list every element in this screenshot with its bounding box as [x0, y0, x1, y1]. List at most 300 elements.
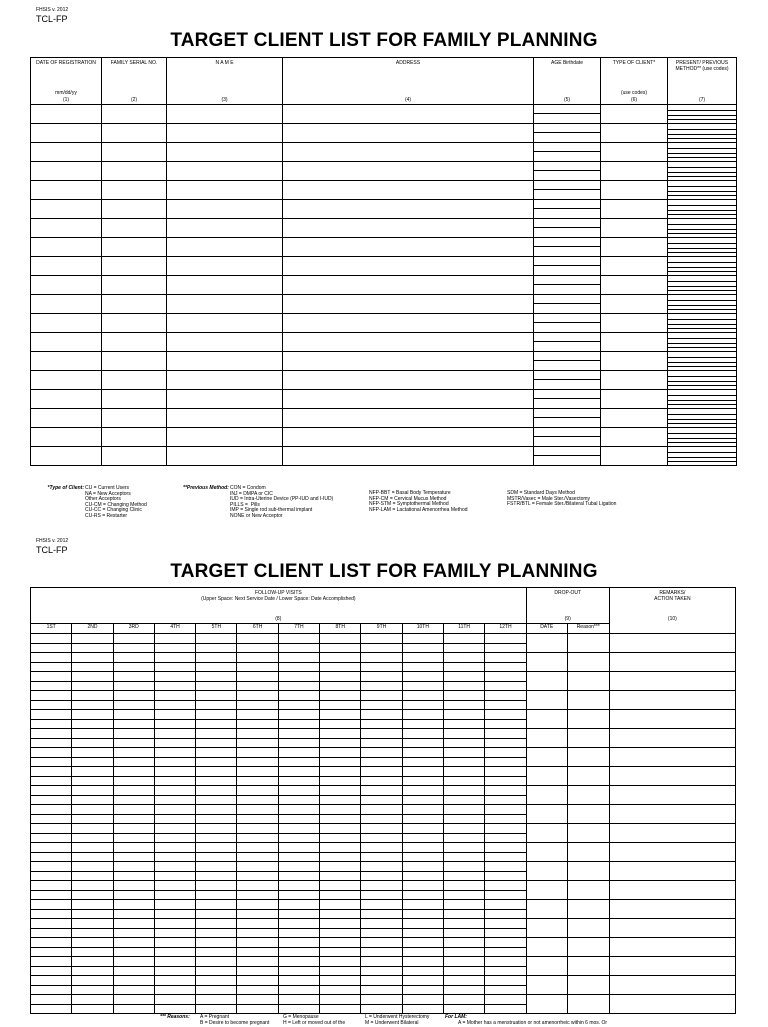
followup-cell[interactable] [113, 938, 154, 957]
followup-cell[interactable] [485, 672, 526, 691]
followup-cell[interactable] [402, 995, 443, 1014]
followup-cell[interactable] [526, 843, 567, 862]
followup-cell[interactable] [196, 824, 237, 843]
followup-cell[interactable] [361, 938, 402, 957]
followup-cell[interactable] [278, 767, 319, 786]
table-cell[interactable] [534, 238, 601, 257]
followup-cell[interactable] [526, 919, 567, 938]
table-cell[interactable] [31, 124, 102, 143]
table-cell[interactable] [102, 314, 167, 333]
followup-cell[interactable] [609, 653, 735, 672]
followup-cell[interactable] [154, 881, 195, 900]
table-cell[interactable] [283, 371, 534, 390]
followup-cell[interactable] [485, 729, 526, 748]
table-cell[interactable] [31, 219, 102, 238]
followup-cell[interactable] [154, 957, 195, 976]
followup-cell[interactable] [402, 786, 443, 805]
followup-cell[interactable] [320, 957, 361, 976]
followup-cell[interactable] [196, 843, 237, 862]
followup-cell[interactable] [237, 824, 278, 843]
followup-cell[interactable] [113, 976, 154, 995]
table-cell[interactable] [167, 105, 283, 124]
followup-cell[interactable] [361, 672, 402, 691]
table-cell[interactable] [283, 162, 534, 181]
followup-cell[interactable] [361, 995, 402, 1014]
followup-cell[interactable] [402, 748, 443, 767]
followup-cell[interactable] [567, 900, 609, 919]
table-cell[interactable] [31, 314, 102, 333]
followup-cell[interactable] [485, 862, 526, 881]
followup-cell[interactable] [278, 653, 319, 672]
followup-cell[interactable] [609, 881, 735, 900]
followup-cell[interactable] [31, 957, 72, 976]
followup-cell[interactable] [361, 634, 402, 653]
followup-cell[interactable] [526, 710, 567, 729]
followup-cell[interactable] [567, 767, 609, 786]
followup-cell[interactable] [609, 824, 735, 843]
followup-cell[interactable] [320, 634, 361, 653]
table-cell[interactable] [534, 181, 601, 200]
table-cell[interactable] [534, 447, 601, 466]
table-cell[interactable] [167, 181, 283, 200]
followup-cell[interactable] [154, 786, 195, 805]
followup-cell[interactable] [320, 919, 361, 938]
followup-cell[interactable] [402, 805, 443, 824]
followup-cell[interactable] [361, 881, 402, 900]
table-cell[interactable] [601, 333, 668, 352]
table-cell[interactable] [668, 295, 737, 314]
table-cell[interactable] [167, 276, 283, 295]
table-cell[interactable] [167, 257, 283, 276]
followup-cell[interactable] [526, 691, 567, 710]
followup-cell[interactable] [113, 900, 154, 919]
followup-cell[interactable] [113, 729, 154, 748]
table-cell[interactable] [534, 314, 601, 333]
followup-cell[interactable] [361, 653, 402, 672]
followup-cell[interactable] [609, 767, 735, 786]
table-cell[interactable] [102, 390, 167, 409]
table-cell[interactable] [167, 200, 283, 219]
followup-cell[interactable] [402, 957, 443, 976]
followup-cell[interactable] [567, 710, 609, 729]
followup-cell[interactable] [567, 843, 609, 862]
followup-cell[interactable] [237, 653, 278, 672]
followup-cell[interactable] [443, 729, 484, 748]
followup-cell[interactable] [237, 976, 278, 995]
table-cell[interactable] [668, 162, 737, 181]
table-cell[interactable] [601, 352, 668, 371]
followup-cell[interactable] [443, 672, 484, 691]
followup-cell[interactable] [196, 862, 237, 881]
table-cell[interactable] [601, 257, 668, 276]
followup-cell[interactable] [31, 634, 72, 653]
table-cell[interactable] [283, 105, 534, 124]
table-cell[interactable] [31, 295, 102, 314]
table-cell[interactable] [283, 390, 534, 409]
table-cell[interactable] [31, 447, 102, 466]
followup-cell[interactable] [237, 900, 278, 919]
followup-cell[interactable] [609, 634, 735, 653]
followup-cell[interactable] [320, 824, 361, 843]
followup-cell[interactable] [31, 748, 72, 767]
followup-cell[interactable] [485, 634, 526, 653]
followup-cell[interactable] [72, 919, 113, 938]
followup-cell[interactable] [237, 843, 278, 862]
followup-cell[interactable] [361, 957, 402, 976]
table-cell[interactable] [668, 371, 737, 390]
followup-cell[interactable] [237, 767, 278, 786]
table-cell[interactable] [102, 409, 167, 428]
table-cell[interactable] [601, 314, 668, 333]
followup-cell[interactable] [361, 691, 402, 710]
table-cell[interactable] [534, 200, 601, 219]
followup-cell[interactable] [72, 710, 113, 729]
followup-cell[interactable] [31, 862, 72, 881]
followup-cell[interactable] [237, 957, 278, 976]
followup-cell[interactable] [402, 976, 443, 995]
followup-cell[interactable] [567, 805, 609, 824]
table-cell[interactable] [167, 124, 283, 143]
table-cell[interactable] [668, 219, 737, 238]
followup-cell[interactable] [609, 748, 735, 767]
table-cell[interactable] [668, 428, 737, 447]
followup-cell[interactable] [31, 767, 72, 786]
followup-cell[interactable] [196, 919, 237, 938]
followup-cell[interactable] [361, 862, 402, 881]
followup-cell[interactable] [237, 691, 278, 710]
followup-cell[interactable] [154, 748, 195, 767]
followup-cell[interactable] [443, 976, 484, 995]
followup-cell[interactable] [31, 805, 72, 824]
table-cell[interactable] [102, 276, 167, 295]
followup-cell[interactable] [526, 748, 567, 767]
followup-cell[interactable] [609, 710, 735, 729]
followup-cell[interactable] [237, 748, 278, 767]
followup-cell[interactable] [154, 900, 195, 919]
followup-cell[interactable] [154, 862, 195, 881]
followup-cell[interactable] [278, 748, 319, 767]
followup-cell[interactable] [485, 976, 526, 995]
followup-cell[interactable] [278, 634, 319, 653]
table-cell[interactable] [601, 219, 668, 238]
followup-cell[interactable] [609, 938, 735, 957]
followup-cell[interactable] [402, 767, 443, 786]
followup-cell[interactable] [609, 672, 735, 691]
followup-cell[interactable] [113, 767, 154, 786]
table-cell[interactable] [283, 295, 534, 314]
followup-cell[interactable] [526, 824, 567, 843]
followup-cell[interactable] [609, 976, 735, 995]
followup-cell[interactable] [154, 634, 195, 653]
table-cell[interactable] [283, 352, 534, 371]
table-cell[interactable] [31, 181, 102, 200]
followup-cell[interactable] [320, 938, 361, 957]
followup-cell[interactable] [278, 862, 319, 881]
followup-cell[interactable] [31, 919, 72, 938]
followup-cell[interactable] [113, 634, 154, 653]
followup-cell[interactable] [485, 824, 526, 843]
followup-cell[interactable] [278, 691, 319, 710]
followup-cell[interactable] [278, 976, 319, 995]
table-cell[interactable] [534, 143, 601, 162]
followup-cell[interactable] [526, 786, 567, 805]
followup-cell[interactable] [320, 976, 361, 995]
table-cell[interactable] [668, 238, 737, 257]
followup-cell[interactable] [154, 672, 195, 691]
followup-cell[interactable] [72, 767, 113, 786]
followup-cell[interactable] [567, 976, 609, 995]
followup-cell[interactable] [72, 843, 113, 862]
followup-cell[interactable] [320, 786, 361, 805]
followup-cell[interactable] [526, 729, 567, 748]
table-cell[interactable] [167, 314, 283, 333]
followup-cell[interactable] [402, 919, 443, 938]
table-cell[interactable] [668, 314, 737, 333]
table-cell[interactable] [31, 409, 102, 428]
table-cell[interactable] [601, 238, 668, 257]
followup-cell[interactable] [609, 843, 735, 862]
followup-cell[interactable] [526, 995, 567, 1014]
table-cell[interactable] [31, 352, 102, 371]
followup-cell[interactable] [609, 786, 735, 805]
table-cell[interactable] [167, 371, 283, 390]
table-cell[interactable] [31, 333, 102, 352]
table-cell[interactable] [31, 105, 102, 124]
table-cell[interactable] [601, 276, 668, 295]
followup-cell[interactable] [402, 691, 443, 710]
followup-cell[interactable] [485, 653, 526, 672]
table-cell[interactable] [601, 143, 668, 162]
followup-cell[interactable] [485, 691, 526, 710]
followup-cell[interactable] [113, 843, 154, 862]
followup-cell[interactable] [113, 748, 154, 767]
followup-cell[interactable] [320, 900, 361, 919]
followup-cell[interactable] [361, 767, 402, 786]
table-cell[interactable] [534, 162, 601, 181]
followup-cell[interactable] [320, 710, 361, 729]
followup-cell[interactable] [278, 843, 319, 862]
followup-cell[interactable] [485, 748, 526, 767]
table-cell[interactable] [668, 276, 737, 295]
followup-cell[interactable] [320, 995, 361, 1014]
followup-cell[interactable] [237, 634, 278, 653]
table-cell[interactable] [601, 200, 668, 219]
followup-cell[interactable] [72, 938, 113, 957]
followup-cell[interactable] [196, 805, 237, 824]
followup-cell[interactable] [278, 710, 319, 729]
table-cell[interactable] [283, 143, 534, 162]
followup-cell[interactable] [609, 805, 735, 824]
followup-cell[interactable] [485, 995, 526, 1014]
followup-cell[interactable] [72, 881, 113, 900]
followup-cell[interactable] [567, 919, 609, 938]
followup-cell[interactable] [567, 957, 609, 976]
table-cell[interactable] [534, 333, 601, 352]
table-cell[interactable] [167, 143, 283, 162]
table-cell[interactable] [167, 295, 283, 314]
followup-cell[interactable] [154, 691, 195, 710]
table-cell[interactable] [534, 352, 601, 371]
followup-cell[interactable] [113, 995, 154, 1014]
table-cell[interactable] [534, 124, 601, 143]
followup-cell[interactable] [196, 748, 237, 767]
table-cell[interactable] [534, 409, 601, 428]
table-cell[interactable] [601, 295, 668, 314]
followup-cell[interactable] [443, 805, 484, 824]
followup-cell[interactable] [31, 710, 72, 729]
followup-cell[interactable] [443, 900, 484, 919]
table-cell[interactable] [167, 409, 283, 428]
table-cell[interactable] [283, 333, 534, 352]
followup-cell[interactable] [485, 881, 526, 900]
followup-cell[interactable] [196, 710, 237, 729]
table-cell[interactable] [102, 124, 167, 143]
followup-cell[interactable] [320, 805, 361, 824]
followup-cell[interactable] [196, 767, 237, 786]
table-cell[interactable] [668, 124, 737, 143]
table-cell[interactable] [534, 428, 601, 447]
followup-cell[interactable] [154, 919, 195, 938]
table-cell[interactable] [668, 143, 737, 162]
table-cell[interactable] [102, 295, 167, 314]
followup-cell[interactable] [609, 957, 735, 976]
followup-cell[interactable] [320, 862, 361, 881]
followup-cell[interactable] [237, 786, 278, 805]
followup-cell[interactable] [196, 634, 237, 653]
followup-cell[interactable] [196, 653, 237, 672]
table-cell[interactable] [601, 390, 668, 409]
followup-cell[interactable] [154, 938, 195, 957]
table-cell[interactable] [668, 409, 737, 428]
followup-cell[interactable] [443, 843, 484, 862]
followup-cell[interactable] [609, 919, 735, 938]
followup-cell[interactable] [443, 938, 484, 957]
followup-cell[interactable] [567, 938, 609, 957]
followup-cell[interactable] [485, 938, 526, 957]
followup-cell[interactable] [196, 900, 237, 919]
followup-cell[interactable] [278, 957, 319, 976]
followup-cell[interactable] [609, 691, 735, 710]
followup-cell[interactable] [72, 729, 113, 748]
table-cell[interactable] [102, 143, 167, 162]
followup-cell[interactable] [443, 748, 484, 767]
table-cell[interactable] [102, 352, 167, 371]
followup-cell[interactable] [320, 748, 361, 767]
followup-cell[interactable] [526, 900, 567, 919]
followup-cell[interactable] [196, 729, 237, 748]
followup-cell[interactable] [154, 824, 195, 843]
followup-cell[interactable] [402, 634, 443, 653]
followup-cell[interactable] [526, 767, 567, 786]
table-cell[interactable] [167, 352, 283, 371]
followup-cell[interactable] [320, 881, 361, 900]
followup-cell[interactable] [567, 824, 609, 843]
followup-cell[interactable] [485, 710, 526, 729]
followup-cell[interactable] [196, 995, 237, 1014]
followup-cell[interactable] [320, 691, 361, 710]
table-cell[interactable] [601, 124, 668, 143]
followup-cell[interactable] [237, 881, 278, 900]
followup-cell[interactable] [72, 976, 113, 995]
followup-cell[interactable] [443, 786, 484, 805]
followup-cell[interactable] [113, 957, 154, 976]
followup-cell[interactable] [567, 634, 609, 653]
followup-cell[interactable] [361, 900, 402, 919]
followup-cell[interactable] [196, 938, 237, 957]
followup-cell[interactable] [402, 900, 443, 919]
followup-cell[interactable] [31, 786, 72, 805]
followup-cell[interactable] [278, 672, 319, 691]
followup-cell[interactable] [526, 672, 567, 691]
table-cell[interactable] [283, 219, 534, 238]
followup-cell[interactable] [154, 729, 195, 748]
table-cell[interactable] [283, 238, 534, 257]
followup-cell[interactable] [567, 786, 609, 805]
followup-cell[interactable] [278, 786, 319, 805]
followup-cell[interactable] [237, 938, 278, 957]
followup-cell[interactable] [278, 900, 319, 919]
followup-cell[interactable] [31, 672, 72, 691]
followup-cell[interactable] [402, 881, 443, 900]
followup-cell[interactable] [113, 881, 154, 900]
followup-cell[interactable] [361, 786, 402, 805]
table-cell[interactable] [31, 428, 102, 447]
followup-cell[interactable] [609, 995, 735, 1014]
table-cell[interactable] [283, 409, 534, 428]
followup-cell[interactable] [278, 805, 319, 824]
followup-cell[interactable] [196, 672, 237, 691]
table-cell[interactable] [668, 447, 737, 466]
followup-cell[interactable] [485, 843, 526, 862]
followup-cell[interactable] [443, 919, 484, 938]
followup-cell[interactable] [361, 729, 402, 748]
table-cell[interactable] [534, 219, 601, 238]
followup-cell[interactable] [443, 653, 484, 672]
table-cell[interactable] [167, 238, 283, 257]
followup-cell[interactable] [31, 843, 72, 862]
table-cell[interactable] [283, 257, 534, 276]
followup-cell[interactable] [485, 919, 526, 938]
table-cell[interactable] [283, 428, 534, 447]
followup-cell[interactable] [361, 976, 402, 995]
table-cell[interactable] [601, 162, 668, 181]
table-cell[interactable] [668, 352, 737, 371]
followup-cell[interactable] [567, 672, 609, 691]
followup-cell[interactable] [31, 900, 72, 919]
table-cell[interactable] [167, 219, 283, 238]
table-cell[interactable] [167, 390, 283, 409]
followup-cell[interactable] [154, 805, 195, 824]
followup-cell[interactable] [402, 862, 443, 881]
table-cell[interactable] [534, 105, 601, 124]
table-cell[interactable] [283, 124, 534, 143]
table-cell[interactable] [601, 409, 668, 428]
followup-cell[interactable] [320, 672, 361, 691]
table-cell[interactable] [668, 257, 737, 276]
followup-cell[interactable] [402, 843, 443, 862]
followup-cell[interactable] [154, 843, 195, 862]
table-cell[interactable] [534, 257, 601, 276]
followup-cell[interactable] [320, 843, 361, 862]
followup-cell[interactable] [567, 729, 609, 748]
followup-cell[interactable] [361, 805, 402, 824]
table-cell[interactable] [167, 447, 283, 466]
followup-cell[interactable] [443, 957, 484, 976]
followup-cell[interactable] [526, 957, 567, 976]
table-cell[interactable] [31, 238, 102, 257]
followup-cell[interactable] [320, 729, 361, 748]
table-cell[interactable] [283, 314, 534, 333]
